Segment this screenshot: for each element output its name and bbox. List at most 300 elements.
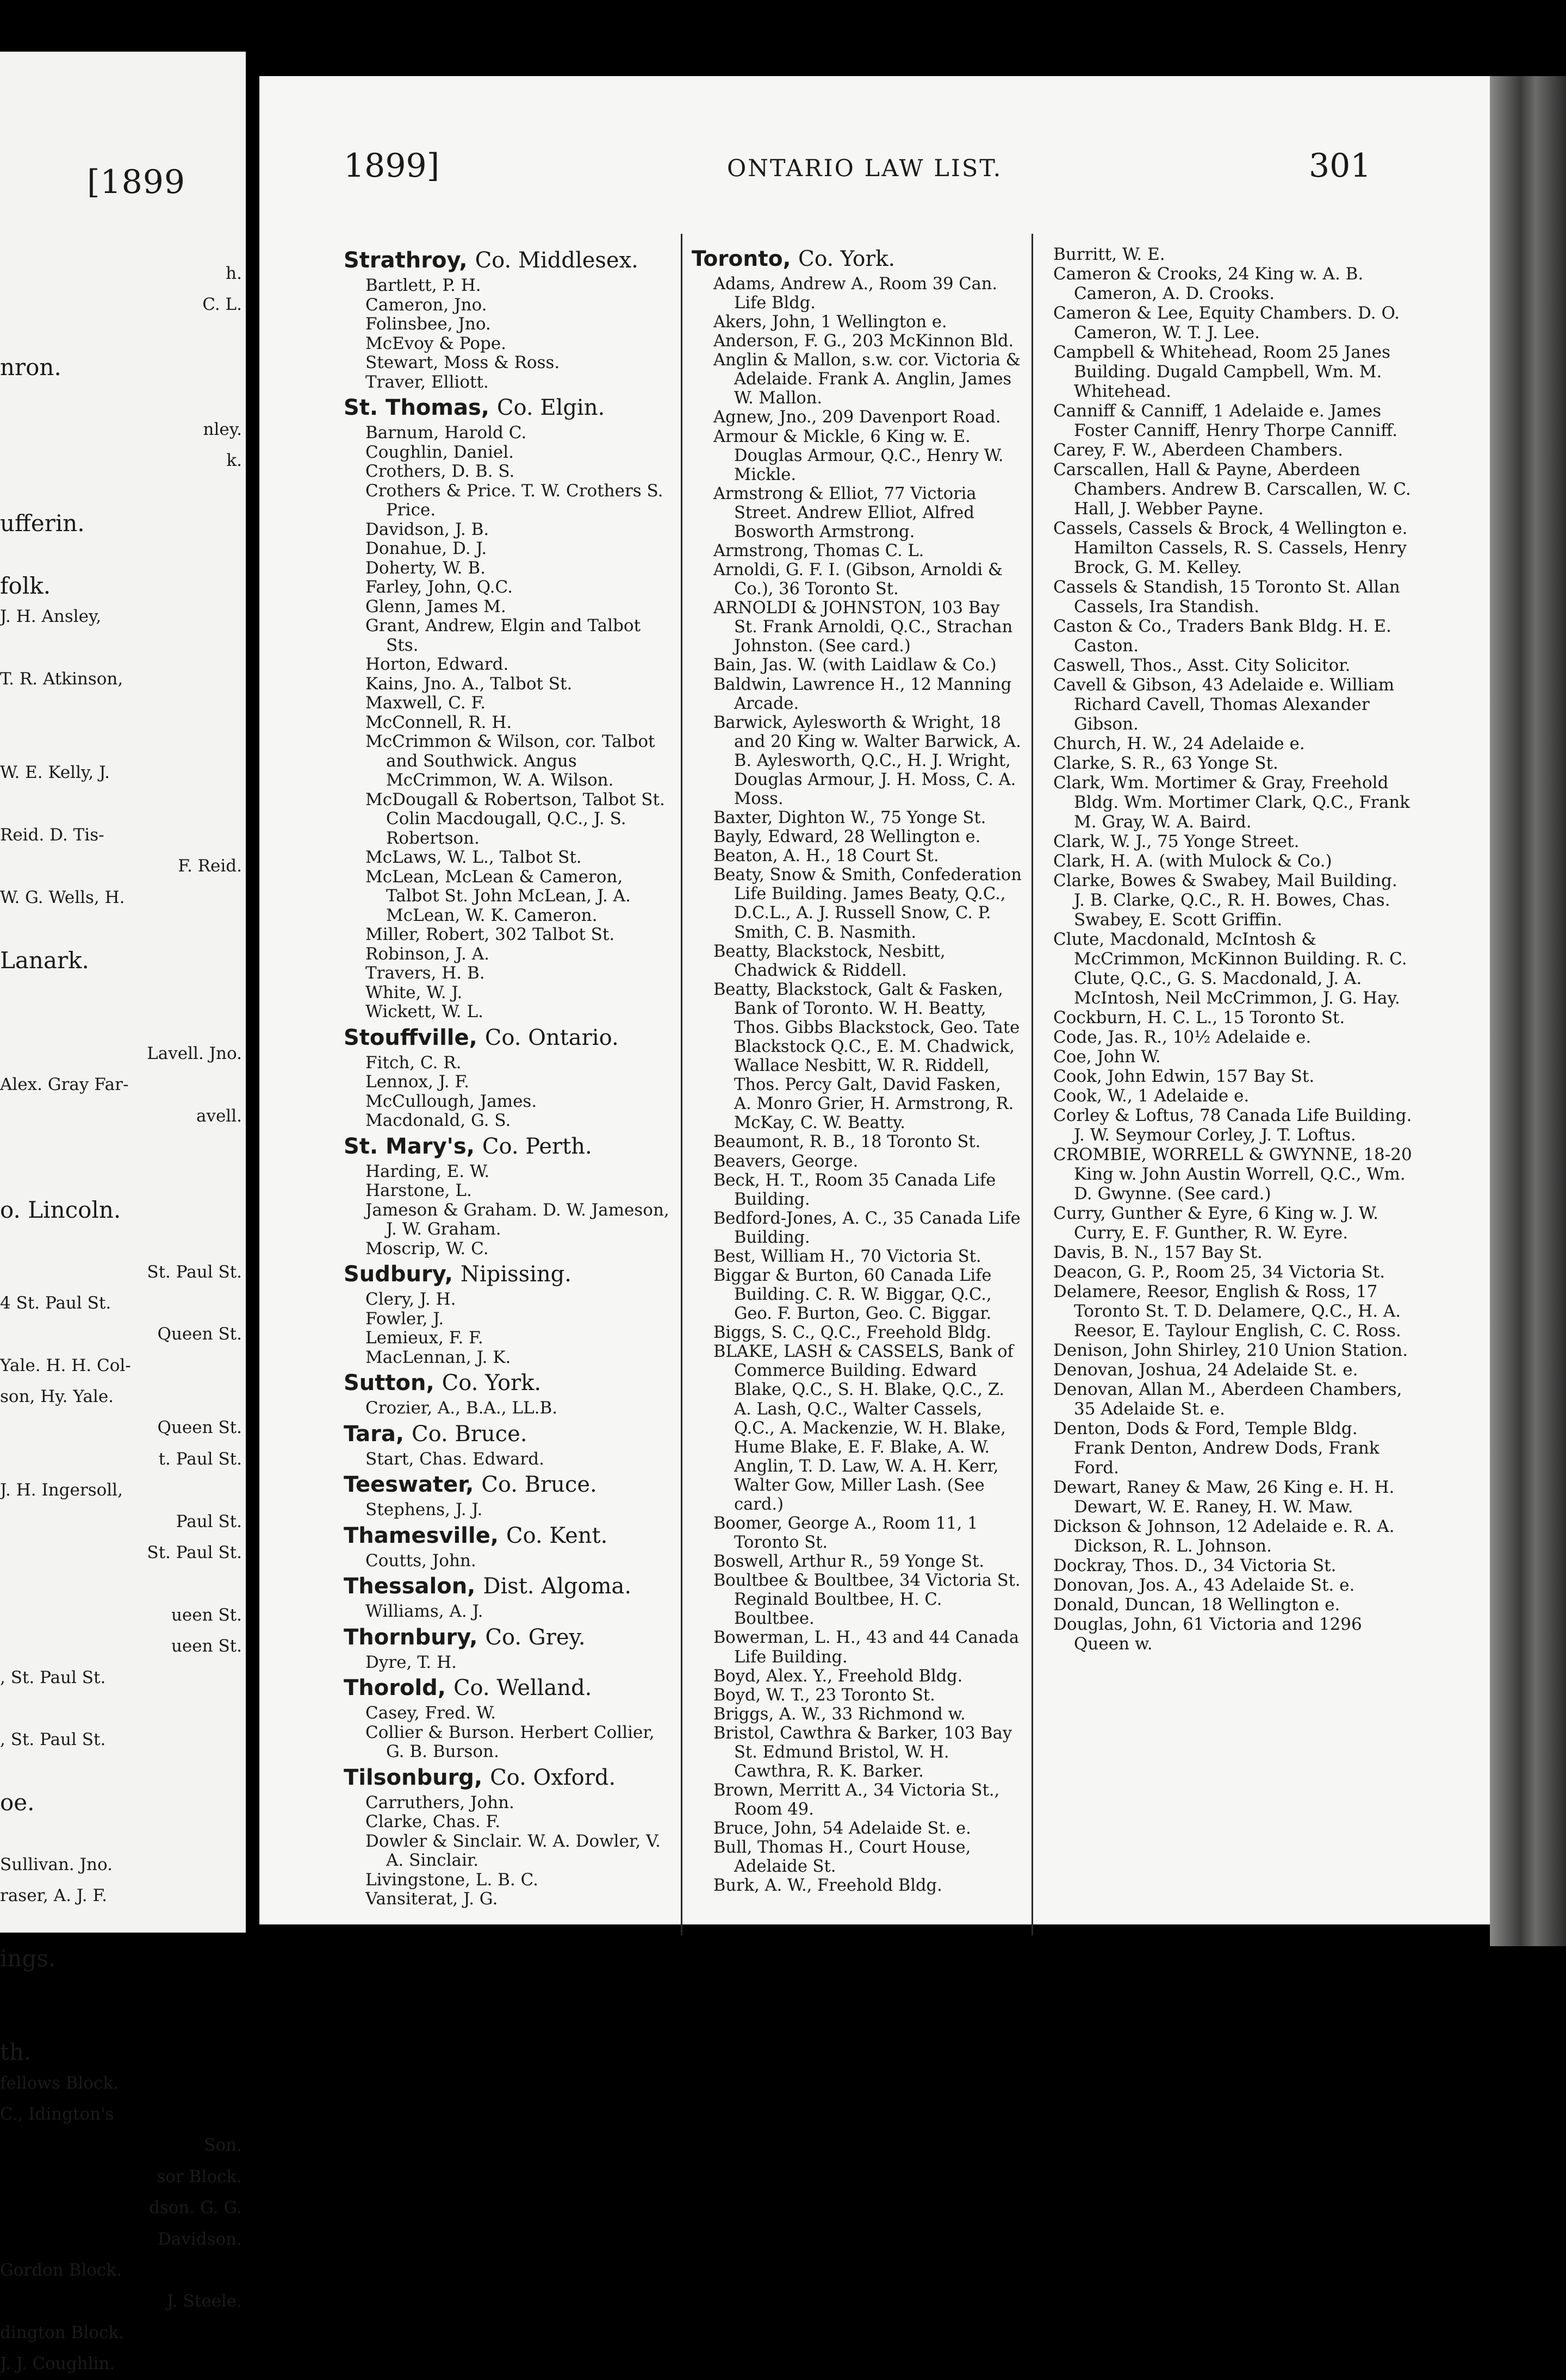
- lawyer-entry: [692, 541, 1023, 560]
- lawyer-entry-text: Clark, Wm. Mortimer & Gray, Freehold Bldg. Wm. Mortimer Clark, Q.C., Frank M. Gray, W. A. Baird.: [1053, 773, 1410, 832]
- lawyer-entry: [344, 1552, 670, 1571]
- left-page-line: Paul St.: [176, 1511, 242, 1531]
- lawyer-entry: [692, 1552, 1023, 1571]
- lawyer-entry: [1053, 1341, 1412, 1360]
- header-page-number: 301: [1309, 147, 1371, 185]
- lawyer-entry: [692, 808, 1023, 827]
- left-page-line: folk.: [0, 572, 51, 599]
- lawyer-entry: [1053, 401, 1412, 440]
- lawyer-entry: [344, 1653, 670, 1673]
- lawyer-entry-text: Biggs, S. C., Q.C., Freehold Bldg.: [713, 1323, 992, 1343]
- lawyer-entry: [344, 945, 670, 964]
- lawyer-entry: [1053, 440, 1412, 460]
- lawyer-entry: [692, 351, 1023, 408]
- lawyer-entry: [1053, 753, 1412, 773]
- lawyer-entry: [1053, 1360, 1412, 1380]
- town-heading: [692, 245, 1023, 275]
- lawyer-entry: [692, 1838, 1023, 1876]
- column-rule: [681, 234, 682, 1935]
- lawyer-entry-text: BLAKE, LASH & CASSELS, Bank of Commerce Building. Edward Blake, Q.C., S. H. Blake, Q.C., Z. A. Lash, Q.C., Walter Cassels, Q.C., A. Mackenzie, W. H. Blake, Hume Blake, E. F. Blake, A. W. Anglin, T. D. Law, W. A. H. Kerr, Walter Gow, Miller Lash. (See card.): [713, 1342, 1014, 1514]
- lawyer-entry: [692, 1514, 1023, 1552]
- left-page-line: sor Block.: [157, 2166, 242, 2186]
- lawyer-entry-text: Delamere, Reesor, English & Ross, 17 Toronto St. T. D. Delamere, Q.C., H. A. Reesor, E. Taylour English, C. C. Ross.: [1053, 1282, 1401, 1341]
- lawyer-entry: [1053, 1067, 1412, 1086]
- lawyer-entry-text: Cassels, Cassels & Brock, 4 Wellington e. Hamilton Cassels, R. S. Cassels, Henry Brock, G. M. Kelley.: [1053, 519, 1408, 577]
- lawyer-entry-text: White, W. J.: [365, 982, 463, 1002]
- lawyer-entry: [344, 1500, 670, 1520]
- left-page-line: [0, 726, 242, 757]
- lawyer-entry: [344, 616, 670, 655]
- lawyer-entry-text: Fowler, J.: [365, 1309, 444, 1329]
- lawyer-entry: [344, 296, 670, 315]
- lawyer-entry: [344, 1793, 670, 1813]
- lawyer-entry: [1053, 930, 1412, 1008]
- lawyer-entry-text: Dowler & Sinclair. W. A. Dowler, V. A. Sinclair.: [365, 1831, 661, 1870]
- left-page-line: ufferin.: [0, 510, 85, 537]
- lawyer-entry: [344, 353, 670, 373]
- lawyer-entry-text: Cavell & Gibson, 43 Adelaide e. William Richard Cavell, Thomas Alexander Gibson.: [1053, 675, 1395, 734]
- lawyer-entry-text: Church, H. W., 24 Adelaide e.: [1053, 734, 1305, 753]
- lawyer-entry-text: Boswell, Arthur R., 59 Yonge St.: [713, 1552, 985, 1572]
- lawyer-entry-text: Harstone, L.: [365, 1181, 472, 1200]
- left-page-line: raser, A. J. F.: [0, 1886, 108, 1906]
- lawyer-entry: [1053, 1517, 1412, 1556]
- lawyer-entry-text: Travers, H. B.: [365, 963, 485, 983]
- lawyer-entry-text: Denovan, Joshua, 24 Adelaide St. e.: [1053, 1360, 1358, 1380]
- lawyer-entry: [344, 1602, 670, 1622]
- lawyer-entry: [692, 713, 1023, 808]
- lawyer-entry-text: Vansiterat, J. G.: [365, 1889, 498, 1909]
- lawyer-entry: [344, 675, 670, 694]
- lawyer-entry-text: Donald, Duncan, 18 Wellington e.: [1053, 1595, 1340, 1615]
- lawyer-entry: [1053, 519, 1412, 577]
- county-name: Co. Elgin.: [496, 395, 605, 420]
- column-rule: [1031, 234, 1033, 1935]
- lawyer-entry-text: Cassels & Standish, 15 Toronto St. Allan Cassels, Ira Standish.: [1053, 577, 1400, 616]
- lawyer-entry-text: Farley, John, Q.C.: [365, 577, 513, 597]
- lawyer-entry-text: Barnum, Harold C.: [365, 423, 527, 443]
- lawyer-entry-text: Boyd, W. T., 23 Toronto St.: [713, 1685, 935, 1705]
- lawyer-entry-text: Boyd, Alex. Y., Freehold Bldg.: [713, 1666, 963, 1686]
- column-2: [692, 245, 1023, 1896]
- lawyer-entry: [692, 1571, 1023, 1628]
- lawyer-entry: [344, 1239, 670, 1259]
- lawyer-entry-text: Anglin & Mallon, s.w. cor. Victoria & Adelaide. Frank A. Anglin, James W. Mallon.: [713, 351, 1021, 408]
- lawyer-entry: [1053, 264, 1412, 303]
- lawyer-entry-text: Fitch, C. R.: [365, 1052, 462, 1073]
- left-page-line: [0, 1163, 242, 1194]
- lawyer-entry: [692, 560, 1023, 599]
- lawyer-entry-text: Baldwin, Lawrence H., 12 Manning Arcade.: [713, 675, 1012, 713]
- lawyer-entry-text: McLaws, W. L., Talbot St.: [365, 848, 582, 867]
- left-page-line: Son.: [204, 2135, 242, 2155]
- lawyer-entry: [692, 675, 1023, 713]
- lawyer-entry-text: McConnell, R. H.: [365, 712, 512, 732]
- county-name: Dist. Algoma.: [483, 1574, 632, 1599]
- lawyer-entry-text: Beaty, Snow & Smith, Confederation Life Building. James Beaty, Q.C., D.C.L., A. J. Russell Snow, C. P. Smith, C. B. Nasmith.: [713, 865, 1022, 942]
- lawyer-entry: [344, 1181, 670, 1201]
- lawyer-entry-text: Kains, Jno. A., Talbot St.: [365, 674, 573, 694]
- left-page-line: Reid. D. Tis-: [0, 825, 104, 845]
- lawyer-entry-text: Dyre, T. H.: [365, 1652, 457, 1672]
- left-page-line: t. Paul St.: [158, 1449, 242, 1469]
- lawyer-entry: [344, 1054, 670, 1073]
- left-page-line: Sullivan. Jno.: [0, 1854, 113, 1874]
- lawyer-entry-text: Doherty, W. B.: [365, 558, 486, 578]
- left-page: [0, 52, 246, 2374]
- lawyer-entry: [344, 423, 670, 443]
- lawyer-entry-text: Lemieux, F. F.: [365, 1328, 483, 1348]
- town-heading: [344, 392, 670, 423]
- lawyer-entry-text: Denison, John Shirley, 210 Union Station.: [1053, 1341, 1408, 1360]
- lawyer-entry: [1053, 1419, 1412, 1478]
- lawyer-entry: [344, 1450, 670, 1469]
- lawyer-entry-text: Denton, Dods & Ford, Temple Bldg. Frank Denton, Andrew Dods, Frank Ford.: [1053, 1419, 1379, 1478]
- town-name: Thornbury,: [344, 1624, 478, 1650]
- lawyer-entry: [344, 1399, 670, 1418]
- left-page-line: J. Steele.: [166, 2291, 242, 2312]
- lawyer-entry-text: Caswell, Thos., Asst. City Solicitor.: [1053, 656, 1351, 675]
- lawyer-entry: [692, 942, 1023, 980]
- lawyer-entry: [344, 1329, 670, 1348]
- lawyer-entry: [1053, 245, 1412, 264]
- left-page-line: ueen St.: [171, 1636, 242, 1656]
- lawyer-entry: [1053, 1008, 1412, 1027]
- left-page-line: [0, 1132, 242, 1163]
- lawyer-entry-text: Grant, Andrew, Elgin and Talbot Sts.: [365, 616, 641, 655]
- lawyer-entry: [344, 1871, 670, 1890]
- lawyer-entry-text: Cameron & Lee, Equity Chambers. D. O. Cameron, W. T. J. Lee.: [1053, 303, 1400, 342]
- column-3: [1053, 245, 1412, 1654]
- town-heading: [344, 1131, 670, 1162]
- lawyer-entry-text: Horton, Edward.: [365, 655, 509, 674]
- lawyer-entry-text: Donahue, D. J.: [365, 539, 487, 558]
- left-page-line: Queen St.: [157, 1324, 242, 1344]
- left-page-line: avell.: [196, 1106, 242, 1126]
- town-name: Thessalon,: [344, 1574, 476, 1599]
- lawyer-entry: [1053, 1145, 1412, 1204]
- lawyer-entry: [692, 427, 1023, 484]
- lawyer-entry-text: Clute, Macdonald, McIntosh & McCrimmon, McKinnon Building. R. C. Clute, Q.C., G. S. Macdonald, J. A. McIntosh, Neil McCrimmon, J. G. Hay.: [1053, 930, 1407, 1008]
- county-name: Co. Middlesex.: [475, 248, 638, 273]
- lawyer-entry-text: Moscrip, W. C.: [365, 1238, 489, 1258]
- left-page-line: [0, 1912, 242, 1943]
- county-name: Co. York.: [442, 1370, 542, 1395]
- town-name: Toronto,: [692, 247, 791, 271]
- lawyer-entry-text: McCullough, James.: [365, 1091, 537, 1111]
- town-name: Thamesville,: [344, 1523, 499, 1548]
- lawyer-entry: [1053, 1243, 1412, 1262]
- lawyer-entry: [344, 1723, 670, 1762]
- left-page-line: dson. G. G.: [149, 2198, 242, 2218]
- book-page-edge: [1490, 76, 1566, 1946]
- lawyer-entry-text: Burk, A. W., Freehold Bldg.: [713, 1876, 942, 1896]
- lawyer-entry: [692, 1132, 1023, 1151]
- lawyer-entry-text: Brown, Merritt A., 34 Victoria St., Room 49.: [713, 1781, 1000, 1820]
- lawyer-entry: [1053, 1027, 1412, 1047]
- left-page-line: [0, 539, 242, 570]
- lawyer-entry-text: Cockburn, H. C. L., 15 Toronto St.: [1053, 1008, 1345, 1027]
- lawyer-entry-text: Beaumont, R. B., 18 Toronto St.: [713, 1132, 981, 1152]
- lawyer-entry-text: Coutts, John.: [365, 1550, 476, 1571]
- lawyer-entry-text: Carscallen, Hall & Payne, Aberdeen Chambers. Andrew B. Carscallen, W. C. Hall, J. Webber Payne.: [1053, 460, 1411, 519]
- left-page-line: F. Reid.: [178, 856, 242, 876]
- lawyer-entry-text: Donovan, Jos. A., 43 Adelaide St. e.: [1053, 1575, 1355, 1595]
- lawyer-entry-text: Dickson & Johnson, 12 Adelaide e. R. A. Dickson, R. L. Johnson.: [1053, 1517, 1395, 1556]
- county-name: Co. Perth.: [482, 1133, 592, 1159]
- town-name: Sudbury,: [344, 1262, 453, 1287]
- lawyer-entry-text: Carruthers, John.: [365, 1792, 514, 1812]
- town-heading: [344, 1367, 670, 1399]
- lawyer-entry: [1053, 773, 1412, 832]
- lawyer-entry: [692, 1667, 1023, 1686]
- lawyer-entry-text: Baxter, Dighton W., 75 Yonge St.: [713, 808, 986, 828]
- town-heading: [344, 1520, 670, 1552]
- lawyer-entry: [344, 1002, 670, 1022]
- county-name: Co. Bruce.: [411, 1421, 527, 1447]
- left-page-line: [0, 321, 242, 352]
- county-name: Co. Bruce.: [481, 1472, 597, 1497]
- lawyer-entry-text: Anderson, F. G., 203 McKinnon Bld.: [713, 332, 1014, 351]
- left-page-line: C., Idington's: [0, 2104, 114, 2124]
- lawyer-entry-text: Code, Jas. R., 10½ Adelaide e.: [1053, 1027, 1312, 1047]
- lawyer-entry: [692, 865, 1023, 942]
- lawyer-entry-text: Best, William H., 70 Victoria St.: [713, 1247, 981, 1266]
- lawyer-entry-text: Stewart, Moss & Ross.: [365, 353, 560, 372]
- left-page-line: [0, 1974, 242, 2005]
- lawyer-entry-text: Bristol, Cawthra & Barker, 103 Bay St. Edmund Bristol, W. H. Cawthra, R. K. Barker.: [713, 1723, 1012, 1781]
- lawyer-entry-text: Clark, H. A. (with Mulock & Co.): [1053, 851, 1332, 871]
- left-page-line: [0, 477, 242, 508]
- left-page-line: W. E. Kelly, J.: [0, 763, 110, 783]
- lawyer-entry-text: Miller, Robert, 302 Talbot St.: [365, 925, 615, 944]
- left-page-line: , St. Paul St.: [0, 1730, 106, 1750]
- lawyer-entry-text: Burritt, W. E.: [1053, 245, 1165, 264]
- lawyer-entry: [692, 656, 1023, 675]
- lawyer-entry-text: Denovan, Allan M., Aberdeen Chambers, 35 Adelaide St. e.: [1053, 1380, 1402, 1419]
- lawyer-entry: [344, 1890, 670, 1909]
- lawyer-entry: [344, 925, 670, 945]
- left-page-line: Alex. Gray Far-: [0, 1075, 129, 1095]
- lawyer-entry: [1053, 1380, 1412, 1419]
- lawyer-entry: [692, 1705, 1023, 1724]
- lawyer-entry: [344, 482, 670, 520]
- left-page-line: St. Paul St.: [147, 1262, 242, 1282]
- left-page-line: [0, 1818, 242, 1849]
- lawyer-entry-text: Douglas, John, 61 Victoria and 1296 Queen w.: [1053, 1615, 1362, 1654]
- lawyer-entry: [344, 1290, 670, 1310]
- lawyer-entry-text: Maxwell, C. F.: [365, 693, 486, 713]
- lawyer-entry: [1053, 1047, 1412, 1067]
- lawyer-entry-text: Curry, Gunther & Eyre, 6 King w. J. W. Curry, E. F. Gunther, R. W. Eyre.: [1053, 1204, 1378, 1243]
- lawyer-entry: [692, 313, 1023, 332]
- lawyer-entry-text: Casey, Fred. W.: [365, 1703, 496, 1723]
- town-heading: [344, 245, 670, 276]
- lawyer-entry-text: Glenn, James M.: [365, 596, 506, 616]
- lawyer-entry: [344, 713, 670, 733]
- lawyer-entry-text: Collier & Burson. Herbert Collier, G. B. Burson.: [365, 1722, 655, 1761]
- lawyer-entry: [344, 983, 670, 1003]
- town-name: Tilsonburg,: [344, 1765, 483, 1790]
- lawyer-entry: [344, 373, 670, 392]
- left-page-line: J. H. Ansley,: [0, 607, 102, 627]
- left-page-line: [0, 383, 242, 414]
- lawyer-entry: [692, 599, 1023, 656]
- lawyer-entry-text: Bartlett, P. H.: [365, 276, 481, 295]
- lawyer-entry-text: Clarke, Bowes & Swabey, Mail Building. J. B. Clarke, Q.C., R. H. Bowes, Chas. Swabey, E. Scott Griffin.: [1053, 871, 1397, 930]
- lawyer-entry: [344, 848, 670, 868]
- lawyer-entry: [1053, 577, 1412, 616]
- header-title: ONTARIO LAW LIST.: [727, 155, 1003, 182]
- lawyer-entry-text: Carey, F. W., Aberdeen Chambers.: [1053, 440, 1343, 460]
- left-page-line: dington Block.: [0, 2322, 124, 2342]
- left-page-line: ueen St.: [171, 1605, 242, 1625]
- lawyer-entry: [1053, 616, 1412, 656]
- lawyer-entry: [692, 1781, 1023, 1819]
- lawyer-entry-text: McEvoy & Pope.: [365, 333, 507, 353]
- left-page-line: [0, 695, 242, 726]
- lawyer-entry: [344, 1201, 670, 1239]
- left-page-line: nley.: [203, 419, 242, 439]
- lawyer-entry: [344, 1162, 670, 1182]
- lawyer-entry: [692, 846, 1023, 865]
- lawyer-entry: [1053, 851, 1412, 871]
- left-page-line: Yale. H. H. Col-: [0, 1355, 131, 1375]
- lawyer-entry: [1053, 342, 1412, 401]
- lawyer-entry-text: Davidson, J. B.: [365, 519, 489, 539]
- lawyer-entry-text: Bruce, John, 54 Adelaide St. e.: [713, 1819, 971, 1839]
- county-name: Co. Oxford.: [490, 1765, 616, 1790]
- left-page-line: [0, 1693, 242, 1724]
- lawyer-entry-text: Robinson, J. A.: [365, 944, 489, 964]
- lawyer-entry-text: Harding, E. W.: [365, 1161, 490, 1181]
- lawyer-entry-text: Cameron & Crooks, 24 King w. A. B. Cameron, A. D. Crooks.: [1053, 264, 1364, 303]
- lawyer-entry-text: Agnew, Jno., 209 Davenport Road.: [713, 408, 1001, 427]
- lawyer-entry: [692, 332, 1023, 351]
- lawyer-entry-text: CROMBIE, WORRELL & GWYNNE, 18-20 King w. John Austin Worrell, Q.C., Wm. D. Gwynne. (See card.): [1053, 1145, 1412, 1204]
- lawyer-entry: [692, 1724, 1023, 1781]
- town-name: Tara,: [344, 1421, 405, 1447]
- county-name: Co. Kent.: [506, 1523, 608, 1548]
- lawyer-entry: [692, 1209, 1023, 1247]
- left-page-line: [0, 2005, 242, 2036]
- lawyer-entry-text: Clarke, S. R., 63 Yonge St.: [1053, 753, 1278, 773]
- lawyer-entry: [344, 578, 670, 597]
- left-page-line: , St. Paul St.: [0, 1667, 106, 1687]
- lawyer-entry: [692, 1247, 1023, 1266]
- lawyer-entry-text: Armour & Mickle, 6 King w. E. Douglas Armour, Q.C., Henry W. Mickle.: [713, 427, 1004, 484]
- lawyer-entry-text: Armstrong & Elliot, 77 Victoria Street. Andrew Elliot, Alfred Bosworth Armstrong.: [713, 484, 977, 541]
- left-page-line: Lanark.: [0, 946, 89, 974]
- left-page-line: Queen St.: [157, 1418, 242, 1438]
- lawyer-entry-text: Briggs, A. W., 33 Richmond w.: [713, 1704, 966, 1724]
- lawyer-entry: [1053, 1615, 1412, 1654]
- left-page-line: fellows Block.: [0, 2073, 119, 2093]
- left-page-line: [0, 789, 242, 820]
- lawyer-entry-text: Beatty, Blackstock, Nesbitt, Chadwick & Riddell.: [713, 942, 946, 980]
- lawyer-entry-text: Cook, W., 1 Adelaide e.: [1053, 1086, 1250, 1106]
- lawyer-entry: [344, 694, 670, 713]
- town-heading: [344, 1571, 670, 1602]
- left-page-header: [1899: [87, 163, 186, 201]
- left-page-line: Gordon Block.: [0, 2260, 122, 2280]
- town-heading: [344, 1622, 670, 1653]
- lawyer-entry-text: Coe, John W.: [1053, 1047, 1161, 1067]
- left-page-line: ings.: [0, 1945, 56, 1972]
- lawyer-entry: [344, 1812, 670, 1832]
- lawyer-entry-text: Canniff & Canniff, 1 Adelaide e. James Foster Canniff, Henry Thorpe Canniff.: [1053, 401, 1398, 440]
- lawyer-entry-text: Arnoldi, G. F. I. (Gibson, Arnoldi & Co.), 36 Toronto St.: [713, 560, 1003, 599]
- lawyer-entry: [344, 655, 670, 675]
- lawyer-entry: [344, 1832, 670, 1871]
- lawyer-entry: [692, 1152, 1023, 1171]
- lawyer-entry: [692, 275, 1023, 313]
- left-page-line: th.: [0, 2039, 32, 2066]
- left-page-line: [0, 1568, 242, 1599]
- lawyer-entry-text: McLean, McLean & Cameron, Talbot St. John McLean, J. A. McLean, W. K. Cameron.: [365, 867, 631, 925]
- lawyer-entry-text: Stephens, J. J.: [365, 1500, 483, 1519]
- lawyer-entry-text: Bayly, Edward, 28 Wellington e.: [713, 827, 981, 847]
- left-page-line: k.: [226, 451, 242, 471]
- lawyer-entry-text: Corley & Loftus, 78 Canada Life Building. J. W. Seymour Corley, J. T. Loftus.: [1053, 1106, 1412, 1145]
- lawyer-entry-text: ARNOLDI & JOHNSTON, 103 Bay St. Frank Arnoldi, Q.C., Strachan Johnston. (See card.): [713, 599, 1013, 656]
- lawyer-entry: [344, 1111, 670, 1131]
- lawyer-entry-text: Armstrong, Thomas C. L.: [713, 541, 924, 560]
- lawyer-entry: [692, 1342, 1023, 1514]
- lawyer-entry-text: Campbell & Whitehead, Room 25 Janes Building. Dugald Campbell, Wm. M. Whitehead.: [1053, 342, 1390, 401]
- lawyer-entry: [1053, 1575, 1412, 1595]
- lawyer-entry: [692, 1686, 1023, 1705]
- left-page-line: 4 St. Paul St.: [0, 1293, 111, 1313]
- town-heading: [344, 1762, 670, 1793]
- lawyer-entry: [1053, 871, 1412, 930]
- town-name: Teeswater,: [344, 1472, 474, 1497]
- left-page-line: [0, 633, 242, 664]
- lawyer-entry-text: McDougall & Robertson, Talbot St. Colin Macdougall, Q.C., J. S. Robertson.: [365, 789, 665, 848]
- town-heading: [344, 1672, 670, 1704]
- lawyer-entry: [344, 964, 670, 983]
- left-page-line: Lavell. Jno.: [147, 1043, 242, 1063]
- left-page-line: [0, 1225, 242, 1256]
- left-page-line: J. H. Ingersoll,: [0, 1480, 123, 1500]
- lawyer-entry: [1053, 1262, 1412, 1282]
- lawyer-entry-text: Boultbee & Boultbee, 34 Victoria St. Reginald Boultbee, H. C. Boultbee.: [713, 1571, 1021, 1629]
- right-page: [259, 76, 1521, 1924]
- lawyer-entry-text: Crozier, A., B.A., LL.B.: [365, 1398, 558, 1418]
- lawyer-entry: [344, 1348, 670, 1368]
- lawyer-entry-text: Folinsbee, Jno.: [365, 314, 491, 334]
- town-heading: [344, 1469, 670, 1500]
- lawyer-entry: [344, 732, 670, 790]
- county-name: Nipissing.: [460, 1262, 571, 1287]
- lawyer-entry-text: Clarke, Chas. F.: [365, 1812, 501, 1831]
- lawyer-entry: [344, 1092, 670, 1112]
- county-name: Co. York.: [798, 247, 896, 271]
- lawyer-entry: [692, 1323, 1023, 1342]
- lawyer-entry-text: Cameron, Jno.: [365, 295, 487, 315]
- left-page-line: [0, 1007, 242, 1038]
- town-name: St. Mary's,: [344, 1133, 475, 1159]
- lawyer-entry-text: Clark, W. J., 75 Yonge Street.: [1053, 832, 1300, 851]
- town-heading: [344, 1258, 670, 1290]
- lawyer-entry-text: Crothers, D. B. S.: [365, 462, 515, 481]
- lawyer-entry-text: Traver, Elliott.: [365, 372, 489, 392]
- lawyer-entry-text: Barwick, Aylesworth & Wright, 18 and 20 King w. Walter Barwick, A. B. Aylesworth, Q.C., H. J. Wright, Douglas Armour, J. H. Moss, C. A. Moss.: [713, 713, 1021, 809]
- left-page-line: nron.: [0, 354, 61, 381]
- town-name: St. Thomas,: [344, 395, 489, 420]
- left-page-line: C. L.: [202, 295, 242, 315]
- lawyer-entry-text: Adams, Andrew A., Room 39 Can. Life Bldg.: [713, 274, 998, 313]
